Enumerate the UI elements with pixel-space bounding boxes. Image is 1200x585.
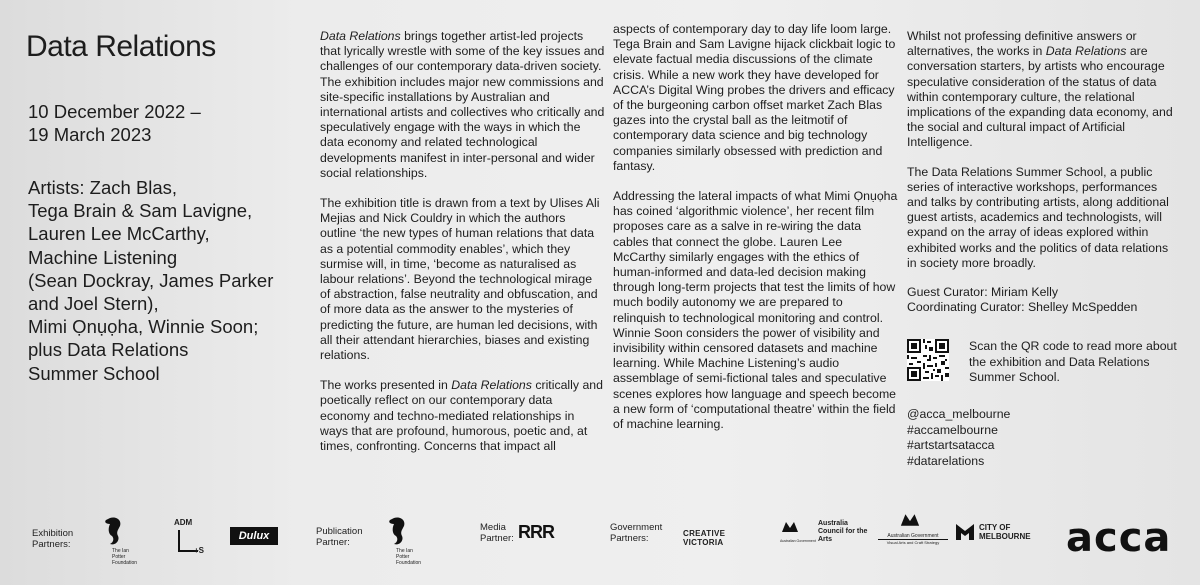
artists-line: plus Data Relations — [28, 339, 189, 361]
coordinating-curator: Coordinating Curator: Shelley McSpedden — [907, 300, 1138, 315]
seahorse-icon — [380, 516, 426, 548]
exhibition-title-em: Data Relations — [1045, 44, 1127, 59]
exhibition-partners-label: Exhibition Partners: — [32, 528, 74, 550]
artists-line: (Sean Dockray, James Parker — [28, 269, 274, 291]
artists-line: Summer School — [28, 362, 160, 384]
paragraph: The Data Relations Summer School, a public series of interactive workshops, performances and talks by contributing artists, along additional guest artists, academics and technologists, will expand on the array of ideas explored within exhibited works and the politics of data relations in society more broadly. — [907, 164, 1169, 270]
paragraph — [907, 29, 1177, 151]
artists-list — [28, 176, 273, 385]
text-column-1 — [320, 29, 605, 469]
australian-government-visual-arts-logo — [878, 512, 948, 552]
ian-potter-text: The Ian Potter Foundation — [112, 548, 138, 566]
seahorse-icon — [96, 516, 142, 548]
rrr-logo: RRR — [518, 522, 554, 542]
visual-arts-strategy-text: Visual Arts and Craft Strategy — [878, 539, 948, 545]
coat-of-arms-icon — [898, 512, 922, 528]
media-partner-label: Media Partner: — [480, 522, 514, 544]
artists-line: Mimi Ọnụọha, Winnie Soon; — [28, 316, 259, 338]
publication-partner-label: Publication Partner: — [316, 526, 363, 548]
ian-potter-foundation-logo — [96, 516, 142, 566]
social-hashtag[interactable]: #artstartsatacca — [907, 438, 995, 453]
exhibition-title-em: Data Relations — [451, 378, 532, 393]
qr-code-icon[interactable] — [907, 339, 949, 381]
adm-text: ADM — [174, 518, 193, 527]
text-column-2 — [613, 22, 898, 447]
paragraph: aspects of contemporary day to day life loom large. Tega Brain and Sam Lavigne hijack clickbait logic to elevate factual media discussions of the climate crisis. While a new work they have developed for ACCA’s Digital Wing probes the drivers and efficacy of the burgeoning carbon offset market Zach Blas gazes into the crystal ball as the leitmotif of contemporary data science and big technology companies similarly obsessed with prediction and fantasy. — [613, 22, 896, 173]
adm-s-text: +S — [194, 546, 205, 555]
australian-government-crest — [780, 520, 816, 550]
ian-potter-foundation-logo-2 — [380, 516, 426, 566]
city-of-melbourne-logo — [955, 521, 1031, 545]
paragraph: Addressing the lateral impacts of what Mimi Ọnụọha has coined ‘algorithmic violence’, her recent film proposes care as a salve in re-wiring the data cables that connect the globe. Lauren Lee McCarthy similarly engages with the ethics of human-informed and data-led decision making through long-term projects that test the limits of how much bodily autonomy we are prepared to relinquish to technological monitoring and control. Winnie Soon considers the power of visibility and invisibility within censored datasets and machine learning. While Machine Listening’s audio assemblage of semi-fictional tales and speculative scenes explores how language and speech become a new form of ‘computational theatre’ within the field of machine learning. — [613, 189, 898, 432]
date-start: 10 December 2022 – — [28, 101, 201, 122]
social-handle[interactable]: @acca_melbourne — [907, 407, 1011, 422]
exhibition-dates — [28, 100, 201, 146]
dulux-logo: Dulux — [230, 527, 278, 545]
paragraph-text: The works presented in — [320, 378, 452, 393]
qr-section — [907, 339, 1177, 385]
curator-credits — [907, 285, 1177, 315]
social-hashtag[interactable]: #accamelbourne — [907, 422, 998, 437]
artists-line: Tega Brain & Sam Lavigne, — [28, 200, 253, 222]
city-of-melbourne-text: CITY OF MELBOURNE — [979, 523, 1031, 541]
artists-line: Lauren Lee McCarthy, — [28, 223, 210, 245]
text-column-3 — [907, 29, 1177, 469]
guest-curator: Guest Curator: Miriam Kelly — [907, 285, 1059, 300]
aus-gov-visual-text: Australian Government — [887, 533, 939, 539]
social-handles — [907, 407, 1177, 469]
exhibition-title: Data Relations — [26, 30, 216, 63]
qr-caption: Scan the QR code to read more about the exhibition and Data Relations Summer School. — [969, 339, 1177, 384]
adm-s-logo — [174, 518, 214, 558]
paragraph-text: are conversation starters, by artists who encourage speculative consideration of the status of data within contemporary culture, the relational implications of the expanding data economy, and the social and cultural impact of Artificial Intelligence. — [907, 44, 1173, 150]
artists-line: Artists: Zach Blas, — [28, 177, 178, 198]
acca-logo: acca — [1066, 515, 1172, 561]
ian-potter-text: The Ian Potter Foundation — [396, 548, 422, 566]
paragraph — [320, 29, 605, 181]
paragraph: The exhibition title is drawn from a text by Ulises Ali Mejias and Nick Couldry in which the authors outline ‘the new types of human relations that data as a potential commodity enables’, which they surmise will, in time, ‘become as naturalised as labour relations’. Beyond the technological mirage of abstraction, false neutrality and obfuscation, and of more data as the answer to the mysteries of predicting the future, are human led decisions, with all their attendant hierarchies, biases and existing relations. — [320, 196, 600, 363]
melbourne-m-icon — [955, 521, 975, 541]
aus-gov-text: Australian Government — [780, 539, 816, 543]
paragraph-text: critically and poetically reflect on our contemporary data economy and techno-mediated relationships in ways that are profound, humorous, poetic and, at times, confronting. Concerns that impact all — [320, 378, 603, 454]
date-end: 19 March 2023 — [28, 124, 152, 145]
creative-victoria-logo: CREATIVE VICTORIA — [683, 529, 726, 547]
government-partners-label: Government Partners: — [610, 522, 663, 544]
exhibition-title-em: Data Relations — [320, 29, 401, 43]
artists-line: and Joel Stern), — [28, 293, 159, 315]
paragraph-text: Whilst not professing definitive answers or alternatives, the works in — [907, 29, 1137, 59]
paragraph-text: brings together artist-led projects that lyrically wrestle with some of the key issues and challenges of our contemporary data-driven society. The exhibition includes major new commissions and site-specific installations by Australian and international artists and collectives who critically and speculatively engage with the ways in which the data economy and related technological developments manifest in inter-personal and wider social relationships. — [320, 29, 605, 180]
australia-council-logo: Australia Council for the Arts — [818, 520, 868, 543]
coat-of-arms-icon — [780, 520, 800, 534]
artists-line: Machine Listening — [28, 246, 178, 268]
paragraph — [320, 378, 605, 454]
social-hashtag[interactable]: #datarelations — [907, 453, 985, 468]
